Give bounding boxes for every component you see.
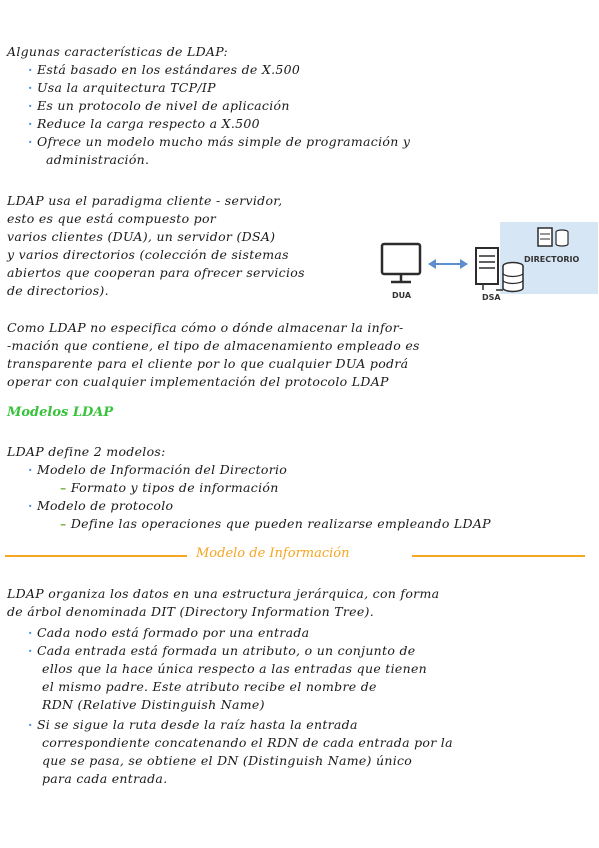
bullet-dot-icon: ·: [28, 498, 33, 513]
bullet-dot-icon: ·: [28, 717, 33, 732]
informacion-bullet-continuation: correspondiente concatenando el RDN de cada entrada por la: [42, 735, 453, 750]
informacion-bullet: · Cada nodo está formado por una entrada: [28, 625, 310, 640]
bullet-dot-icon: ·: [28, 98, 33, 113]
section-divider-right: [412, 555, 585, 557]
modelos-intro: LDAP define 2 modelos:: [7, 444, 166, 459]
client-server-line: varios clientes (DUA), un servidor (DSA): [7, 229, 276, 244]
bullet-dot-icon: ·: [28, 116, 33, 131]
modelos-heading: Modelos LDAP: [7, 405, 114, 420]
informacion-bullet-continuation: el mismo padre. Este atributo recibe el nombre de: [42, 679, 377, 694]
intro-bullet: · Reduce la carga respecto a X.500: [28, 116, 260, 131]
bullet-dot-icon: ·: [28, 80, 33, 95]
client-server-line: esto es que está compuesto por: [7, 211, 217, 226]
intro-heading: Algunas características de LDAP:: [7, 44, 229, 59]
modelos-bullet: · Modelo de protocolo: [28, 498, 174, 513]
client-server-line: de directorios).: [7, 283, 109, 298]
bullet-dot-icon: ·: [28, 643, 33, 658]
storage-line: Como LDAP no especifica cómo o dónde almacenar la infor-: [7, 320, 404, 335]
bullet-dot-icon: ·: [28, 625, 33, 640]
bullet-dash-icon: –: [60, 480, 67, 495]
storage-line: transparente para el cliente por lo que cualquier DUA podrá: [7, 356, 409, 371]
client-server-line: LDAP usa el paradigma cliente - servidor,: [7, 193, 283, 208]
modelos-subitem: – Define las operaciones que pueden realizarse empleando LDAP: [60, 516, 491, 531]
modelos-subitem: – Formato y tipos de información: [60, 480, 279, 495]
dsa-database-icon: [503, 263, 523, 292]
section-divider-left: [5, 555, 187, 557]
directorio-label: DIRECTORIO: [524, 255, 580, 264]
intro-bullet: · Es un protocolo de nivel de aplicación: [28, 98, 290, 113]
dsa-label: DSA: [482, 293, 501, 302]
intro-bullet: · Está basado en los estándares de X.500: [28, 62, 301, 77]
dsa-server-icon: [476, 248, 503, 290]
informacion-bullet-continuation: que se pasa, se obtiene el DN (Distinguish Name) único: [42, 753, 413, 768]
modelos-bullet: · Modelo de Información del Directorio: [28, 462, 288, 477]
informacion-line: de árbol denominada DIT (Directory Information Tree).: [7, 604, 375, 619]
informacion-line: LDAP organiza los datos en una estructura jerárquica, con forma: [7, 586, 440, 601]
client-server-line: y varios directorios (colección de sistemas: [7, 247, 289, 262]
intro-bullet: · Ofrece un modelo mucho más simple de programación y: [28, 134, 411, 149]
intro-bullet-continuation: administración.: [46, 152, 150, 167]
informacion-bullet-continuation: RDN (Relative Distinguish Name): [42, 697, 265, 712]
informacion-bullet-continuation: ellos que la hace única respecto a las entradas que tienen: [42, 661, 428, 676]
client-server-line: abiertos que cooperan para ofrecer servicios: [7, 265, 305, 280]
dua-label: DUA: [392, 291, 412, 300]
bullet-dot-icon: ·: [28, 134, 33, 149]
informacion-bullet-continuation: para cada entrada.: [42, 771, 168, 786]
informacion-bullet: · Si se sigue la ruta desde la raíz hasta la entrada: [28, 717, 358, 732]
intro-bullet: · Usa la arquitectura TCP/IP: [28, 80, 216, 95]
storage-line: operar con cualquier implementación del protocolo LDAP: [7, 374, 389, 389]
bullet-dash-icon: –: [60, 516, 67, 531]
informacion-bullet: · Cada entrada está formada un atributo, o un conjunto de: [28, 643, 416, 658]
double-arrow-icon: [428, 259, 468, 269]
informacion-heading: Modelo de Información: [196, 546, 350, 561]
dua-monitor-icon: [382, 244, 420, 282]
dua-dsa-diagram: [378, 222, 598, 304]
bullet-dot-icon: ·: [28, 62, 33, 77]
bullet-dot-icon: ·: [28, 462, 33, 477]
storage-line: -mación que contiene, el tipo de almacenamiento empleado es: [7, 338, 420, 353]
